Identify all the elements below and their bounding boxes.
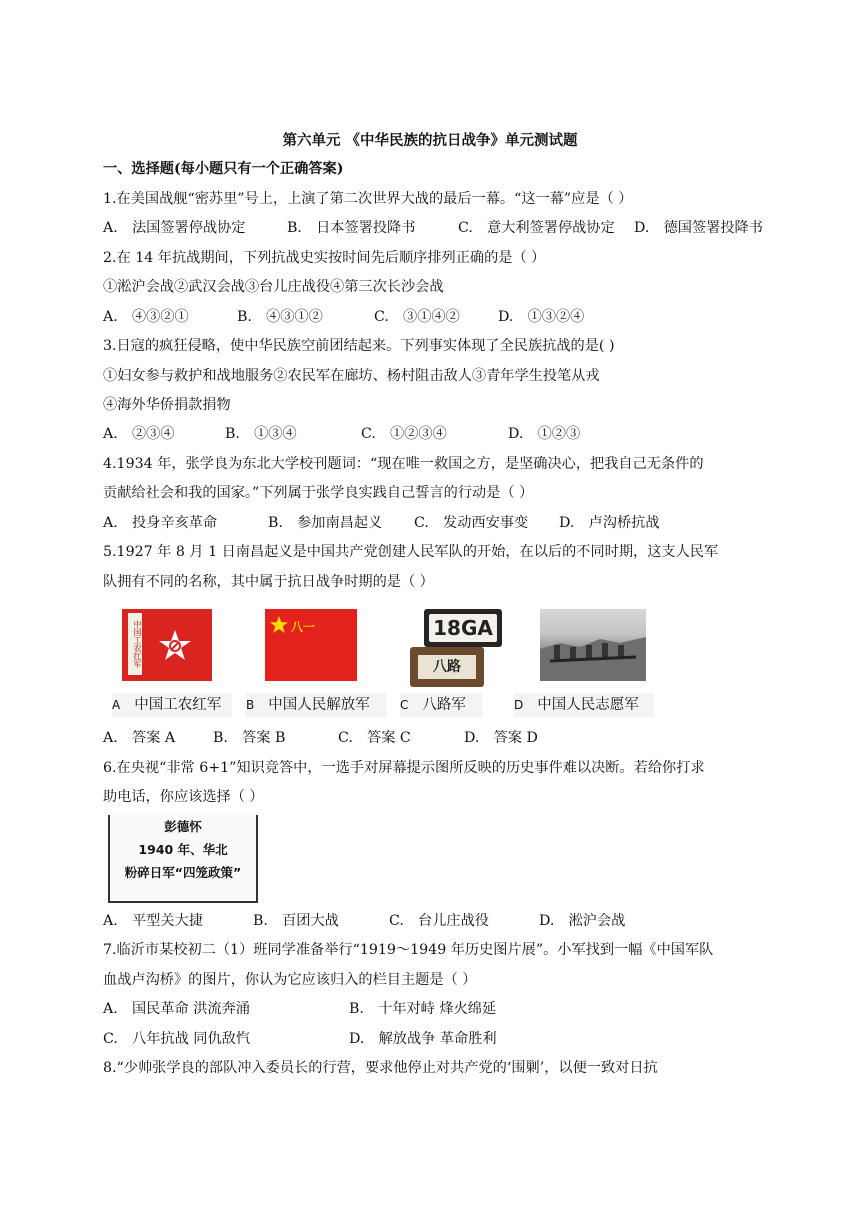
q4-option-a[interactable]: A. 投身辛亥革命 <box>103 515 218 531</box>
red-army-flag-text: 中国工农红军 <box>128 613 142 675</box>
q1-option-d[interactable]: D. 德国签署投降书 <box>634 220 763 236</box>
q6-option-d[interactable]: D. 淞沪会战 <box>539 913 626 929</box>
caption-c-label: 八路军 <box>422 697 466 713</box>
q5-option-b[interactable]: B. 答案 B <box>213 730 286 746</box>
q2-option-c[interactable]: C. ③①④② <box>374 309 460 325</box>
caption-d-letter: D <box>514 698 524 712</box>
q5-stem: 5.1927 年 8 月 1 日南昌起义是中国共产党创建人民军队的开始，在以后的不同时期，这支人民军 <box>103 544 719 560</box>
q4-stem-2: 贡献给社会和我的国家。”下列属于张学良实践自己誓言的行动是（ ） <box>103 485 534 501</box>
q1-option-a[interactable]: A. 法国签署停战协定 <box>103 220 246 236</box>
q6-option-b[interactable]: B. 百团大战 <box>253 913 339 929</box>
q6-stem: 6.在央视“非常 6+1”知识竞答中，一选手对屏幕提示图所反映的历史事件难以决断。若给你打求 <box>103 760 705 776</box>
q7-option-c[interactable]: C. 八年抗战 同仇敌忾 <box>103 1031 251 1047</box>
q3-stem: 3.日寇的疯狂侵略，使中华民族空前团结起来。下列事实体现了全民族抗战的是( ) <box>103 338 615 354</box>
balu-badge-image <box>410 647 484 687</box>
caption-b <box>246 693 386 717</box>
q2-option-d[interactable]: D. ①③②④ <box>498 309 585 325</box>
star-icon <box>269 615 289 635</box>
q4-stem: 4.1934 年，张学良为东北大学校刊题词：“现在唯一救国之方，是坚确决心，把我自己无条件的 <box>103 456 704 472</box>
q4-option-b[interactable]: B. 参加南昌起义 <box>268 515 383 531</box>
q2-items: ①淞沪会战②武汉会战③台儿庄战役④第三次长沙会战 <box>103 279 444 295</box>
q2-option-a[interactable]: A. ④③②① <box>103 309 189 325</box>
board-line-3: 粉碎日军“四笼政策” <box>124 865 242 880</box>
q7-stem-2: 血战卢沟桥》的图片，你认为它应该归入的栏目主题是（ ） <box>103 972 477 988</box>
caption-a-letter: A <box>112 698 121 712</box>
q7-option-d[interactable]: D. 解放战争 革命胜利 <box>349 1031 497 1047</box>
q7-stem: 7.临沂市某校初二（1）班同学准备举行“1919～1949 年历史图片展”。小军找到一幅《中国军队 <box>103 942 714 958</box>
board-line-1: 彭德怀 <box>164 819 202 834</box>
caption-c <box>400 693 482 717</box>
q3-items-2: ④海外华侨捐款捐物 <box>103 397 231 413</box>
caption-a <box>112 693 232 717</box>
q4-option-d[interactable]: D. 卢沟桥抗战 <box>559 515 660 531</box>
section-heading: 一、选择题(每小题只有一个正确答案) <box>103 161 344 177</box>
q6-option-c[interactable]: C. 台儿庄战役 <box>389 913 489 929</box>
q5-option-a[interactable]: A. 答案 A <box>103 730 176 746</box>
caption-d <box>514 693 654 717</box>
q2-option-b[interactable]: B. ④③①② <box>237 309 323 325</box>
q7-option-a[interactable]: A. 国民革命 洪流奔涌 <box>103 1001 250 1017</box>
red-army-flag-image <box>122 609 212 681</box>
q7-option-b[interactable]: B. 十年对峙 烽火绵延 <box>349 1001 497 1017</box>
soldiers-photo-icon <box>540 609 646 681</box>
18ga-armband-image <box>424 609 502 647</box>
q1-stem: 1.在美国战舰“密苏里”号上，上演了第二次世界大战的最后一幕。“这一幕”应是（ ） <box>103 191 633 207</box>
q4-option-c[interactable]: C. 发动西安事变 <box>414 515 529 531</box>
caption-b-label: 中国人民解放军 <box>268 697 370 713</box>
q5-option-c[interactable]: C. 答案 C <box>338 730 411 746</box>
caption-b-letter: B <box>246 698 255 712</box>
q6-option-a[interactable]: A. 平型关大捷 <box>103 913 203 929</box>
document-title: 第六单元 《中华民族的抗日战争》单元测试题 <box>282 132 578 149</box>
pla-flag-text: 八一 <box>291 620 316 634</box>
caption-d-label: 中国人民志愿军 <box>537 697 639 713</box>
prompt-board-image <box>108 815 258 903</box>
q2-stem: 2.在 14 年抗战期间，下列抗战史实按时间先后顺序排列正确的是（ ） <box>103 250 546 266</box>
q3-option-c[interactable]: C. ①②③④ <box>361 426 447 442</box>
q3-option-b[interactable]: B. ①③④ <box>225 426 297 442</box>
caption-c-letter: C <box>400 698 409 712</box>
caption-a-label: 中国工农红军 <box>134 697 222 713</box>
q3-items-1: ①妇女参与救护和战地服务②农民军在廊坊、杨村阻击敌人③青年学生投笔从戎 <box>103 368 600 384</box>
q8-stem: 8.“少帅张学良的部队冲入委员长的行营，要求他停止对共产党的‘围剿’，以便一致对日抗 <box>103 1060 658 1076</box>
q5-stem-2: 队拥有不同的名称，其中属于抗日战争时期的是（ ） <box>103 574 434 590</box>
star-hammer-sickle-icon <box>158 629 192 663</box>
q3-option-a[interactable]: A. ②③④ <box>103 426 175 442</box>
pla-flag-image <box>265 609 357 681</box>
q1-option-b[interactable]: B. 日本签署投降书 <box>287 220 416 236</box>
balu-text: 八路 <box>418 655 476 679</box>
volunteer-army-photo <box>540 609 646 681</box>
q6-stem-2: 助电话，你应该选择（ ） <box>103 789 264 805</box>
18ga-text: 18GA <box>429 614 497 642</box>
q5-option-d[interactable]: D. 答案 D <box>464 730 538 746</box>
board-line-2: 1940 年、华北 <box>138 842 228 857</box>
q3-option-d[interactable]: D. ①②③ <box>508 426 581 442</box>
board-divider <box>108 901 132 902</box>
q1-option-c[interactable]: C. 意大利签署停战协定 <box>458 220 615 236</box>
